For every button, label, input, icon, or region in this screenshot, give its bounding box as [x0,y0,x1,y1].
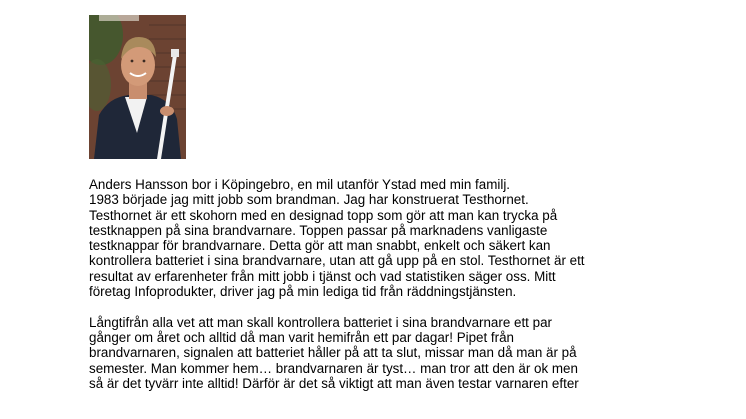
text-line: Testhornet är ett skohorn med en designad topp som gör att man kan trycka på [89,207,558,223]
text-line: kontrollera batteriet i sina brandvarnare, utan att gå upp på en stol. Testhornet är ett [89,253,585,269]
text-line: företag Infoprodukter, driver jag på min lediga tid från räddningstjänsten. [89,284,517,300]
text-line: 1983 började jag mitt jobb som brandman. Jag har konstruerat Testhornet. [89,192,529,208]
article-paragraph [89,177,709,299]
text-line: testknappar för brandvarnare. Detta gör att man snabbt, enkelt och säkert kan [89,238,551,254]
article-paragraph [89,315,709,391]
text-line: så är det tyvärr inte alltid! Därför är det så viktigt att man även testar varnaren efter [89,375,579,391]
text-line: semester. Man kommer hem… brandvarnaren är tyst… man tror att den är ok men [89,360,578,376]
article-body [89,177,709,406]
author-photo [89,15,186,159]
text-line: resultat av erfarenheter från mitt jobb i tjänst och vad statistiken säger oss. Mitt [89,268,556,284]
text-line: Långtifrån alla vet att man skall kontrollera batteriet i sina brandvarnare ett par [89,314,552,330]
text-line: brandvarnaren, signalen att batteriet håller på att ta slut, missar man då man är på [89,345,577,361]
text-line: testknappen på sina brandvarnare. Toppen passar på marknadens vanligaste [89,222,548,238]
text-line: gånger om året och alltid då man varit hemifrån ett par dagar! Pipet från [89,329,515,345]
portrait-photo-icon [89,15,186,159]
text-line: Anders Hansson bor i Köpingebro, en mil utanför Ystad med min familj. [89,177,511,192]
